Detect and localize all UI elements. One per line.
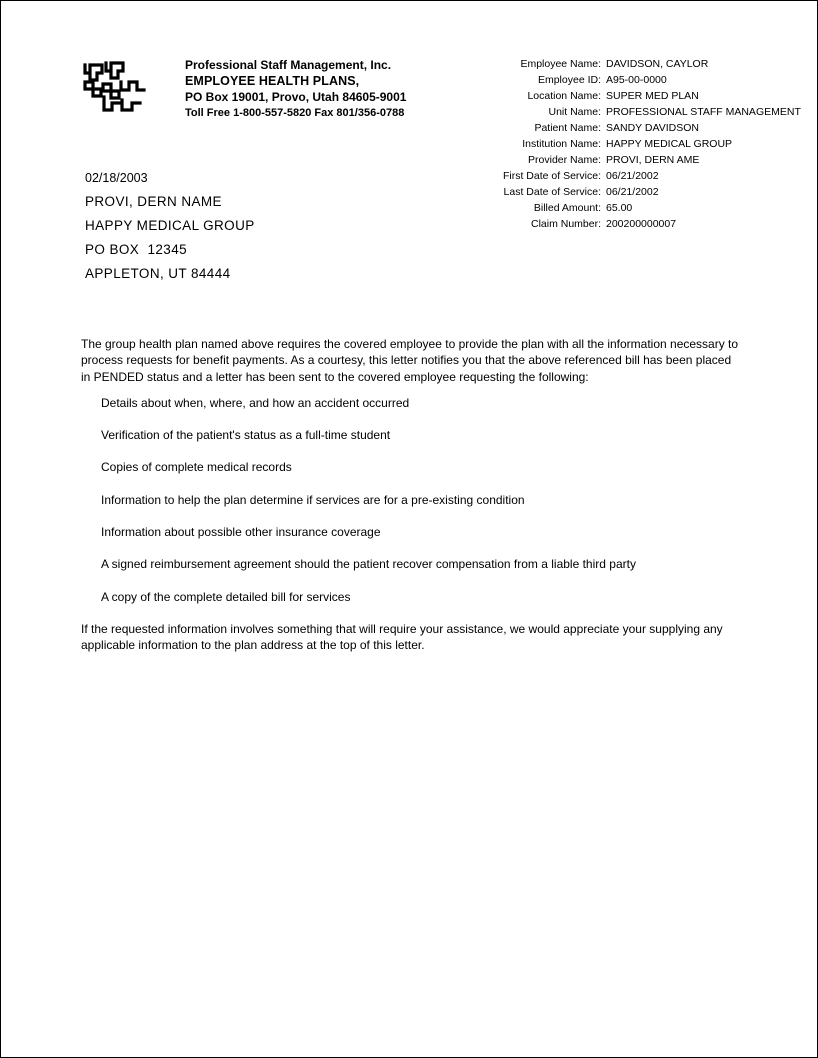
list-item: Details about when, where, and how an accident occurred: [101, 395, 410, 410]
department-name: EMPLOYEE HEALTH PLANS,: [185, 74, 360, 88]
claim-info-value: HAPPY MEDICAL GROUP: [606, 138, 733, 150]
claim-info-row: [471, 184, 801, 200]
recipient-block: [85, 169, 255, 286]
claim-info-label: First Date of Service:: [502, 170, 601, 182]
claim-info-label: Employee ID:: [537, 74, 601, 86]
claim-info-value: 65.00: [606, 202, 633, 214]
claim-info-row: [471, 152, 801, 168]
claim-info-value: SUPER MED PLAN: [606, 90, 699, 102]
closing-paragraph: If the requested information involves something that will require your assistance, we would appreciate your supplying any applicable information to the plan address at the top of this letter.: [81, 621, 723, 653]
request-list: [81, 395, 741, 621]
claim-info-label: Provider Name:: [528, 154, 601, 166]
claim-info-value: 06/21/2002: [606, 170, 659, 182]
claim-info-value: DAVIDSON, CAYLOR: [606, 58, 709, 70]
claim-info-label: Employee Name:: [520, 58, 601, 70]
claim-info-value: 200200000007: [606, 218, 677, 230]
claim-info-row: [471, 216, 801, 232]
list-item: Copies of complete medical records: [101, 460, 292, 475]
claim-info-block: [471, 56, 801, 232]
company-logo-icon: [82, 58, 146, 115]
list-item: Information to help the plan determine if services are for a pre-existing condition: [101, 492, 525, 507]
letter-date: 02/18/2003: [85, 171, 148, 185]
list-item: A signed reimbursement agreement should the patient recover compensation from a liable third party: [101, 557, 636, 572]
claim-info-label: Institution Name:: [522, 138, 601, 150]
claim-info-row: [471, 104, 801, 120]
claim-info-label: Patient Name:: [534, 122, 601, 134]
company-name: Professional Staff Management, Inc.: [185, 58, 392, 72]
claim-info-value: 06/21/2002: [606, 186, 659, 198]
claim-info-label: Claim Number:: [530, 218, 601, 230]
claim-info-label: Location Name:: [527, 90, 601, 102]
claim-info-row: [471, 136, 801, 152]
claim-info-label: Unit Name:: [548, 106, 601, 118]
recipient-line: PO BOX 12345: [85, 242, 188, 257]
recipient-line: APPLETON, UT 84444: [85, 266, 231, 281]
recipient-line: PROVI, DERN NAME: [85, 194, 222, 209]
company-phone: Toll Free 1-800-557-5820 Fax 801/356-0788: [185, 107, 405, 119]
claim-info-label: Billed Amount:: [533, 202, 601, 214]
claim-info-value: PROVI, DERN AME: [606, 154, 700, 166]
claim-info-row: [471, 72, 801, 88]
company-address: PO Box 19001, Provo, Utah 84605-9001: [185, 90, 407, 104]
list-item: A copy of the complete detailed bill for services: [101, 589, 351, 604]
claim-info-row: [471, 120, 801, 136]
claim-info-row: [471, 56, 801, 72]
claim-info-value: A95-00-0000: [606, 74, 667, 86]
claim-info-row: [471, 168, 801, 184]
claim-info-row: [471, 88, 801, 104]
recipient-line: HAPPY MEDICAL GROUP: [85, 218, 255, 233]
claim-info-label: Last Date of Service:: [503, 186, 601, 198]
organization-header: [185, 57, 406, 121]
list-item: Verification of the patient's status as a full-time student: [101, 428, 391, 443]
claim-info-row: [471, 200, 801, 216]
letter-body: [81, 336, 741, 654]
intro-paragraph: The group health plan named above requires the covered employee to provide the plan with all the information necessary to process requests for benefit payments. As a courtesy, this letter notifies you that the above referenced bill has been placed in PENDED status and a letter has been sent to the covered employee requesting the following:: [81, 337, 739, 384]
claim-info-value: SANDY DAVIDSON: [606, 122, 699, 134]
list-item: Information about possible other insurance coverage: [101, 525, 381, 540]
claim-info-value: PROFESSIONAL STAFF MANAGEMENT: [606, 106, 801, 118]
